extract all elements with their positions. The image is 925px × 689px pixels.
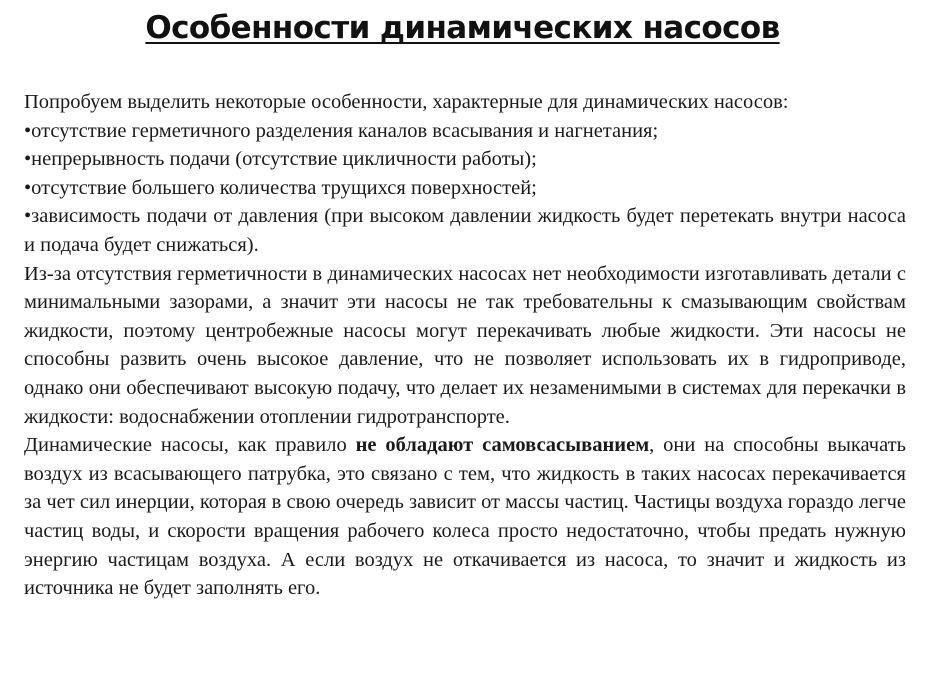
intro-paragraph: Попробуем выделить некоторые особенности, характерные для динамических насосов: bbox=[24, 91, 789, 113]
body-paragraph-1: Из-за отсутствия герметичности в динамических насосах нет необходимости изготавливать детали с минимальными зазорами, а значит эти насосы не так требовательны к смазывающим свойствам жидкости, поэтому центробежные насосы могут перекачивать любые жидкости. Эти насосы не способны развить очень высокое давление, что не позволяет использовать их в гидроприводе, однако они обеспечивают высокую подачу, что делает их незаменимыми в системах для перекачки в жидкости: водоснабжении отоплении гидротранспорте. bbox=[24, 262, 906, 428]
page-title-text: Особенности динамических насосов bbox=[145, 10, 780, 46]
bullet-item: •непрерывность подачи (отсутствие цикличности работы); bbox=[24, 148, 537, 171]
bullet-item: •зависимость подачи от давления (при высоком давлении жидкость будет перетекать внутри насоса и подача будет снижаться). bbox=[24, 205, 906, 256]
document-body bbox=[24, 88, 906, 603]
paragraph-2-lead: Динамические насосы, как правило bbox=[24, 434, 356, 457]
emphasis-text: не обладают самовсасыванием bbox=[355, 434, 650, 457]
bullet-item: •отсутствие герметичного разделения каналов всасывания и нагнетания; bbox=[24, 119, 659, 142]
paragraph-2-rest: , они на способны выкачать воздух из всасывающего патрубка, это связано с тем, что жидкость в таких насосах перекачивается за чет сил инерции, которая в свою очередь зависит от массы частиц. Частицы воздуха гораздо легче частиц воды, и скорости вращения рабочего колеса просто недостаточно, чтобы предать нужную энергию частицам воздуха. А если воздух не откачивается из насоса, то значит и жидкость из источника не будет заполнять его. bbox=[24, 434, 906, 600]
page-title bbox=[0, 6, 925, 50]
bullet-item: •отсутствие большего количества трущихся поверхностей; bbox=[24, 176, 537, 199]
body-paragraph-2 bbox=[24, 431, 906, 603]
